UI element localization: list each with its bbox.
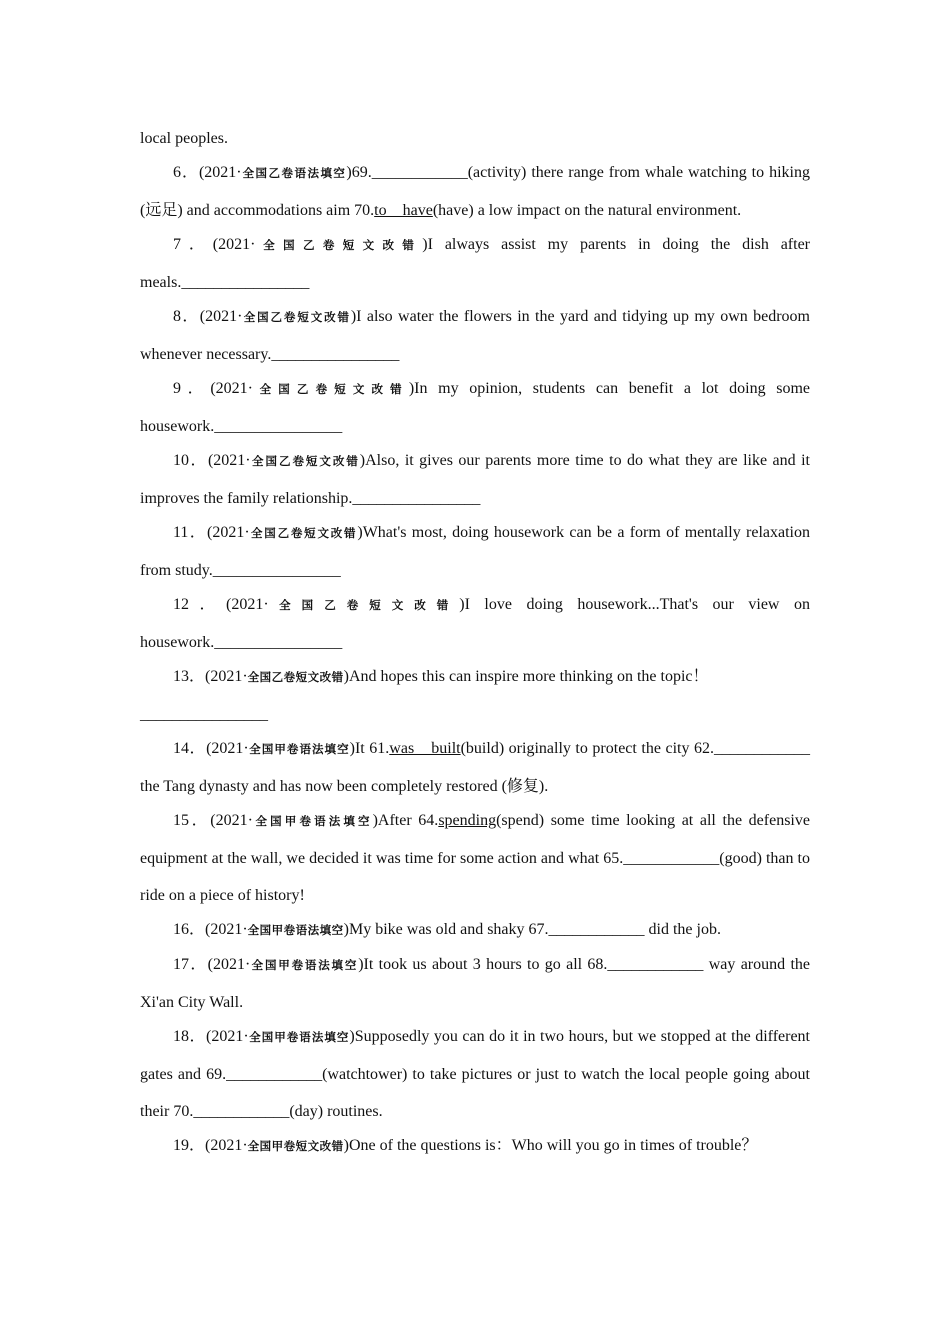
question-number: 9． — [173, 380, 211, 397]
question-10 — [140, 442, 810, 517]
source-open: (2021· — [226, 596, 269, 613]
question-text: My bike was old and shaky 67. — [349, 921, 549, 938]
answer-blank: ____________ — [193, 1103, 290, 1120]
question-13 — [140, 658, 810, 733]
source-open: (2021· — [198, 164, 242, 181]
question-text: I always assist my parents in doing the dish after meals. — [140, 236, 810, 291]
source-close: ) — [459, 596, 465, 613]
source-close: ) — [343, 1137, 349, 1154]
source-label: 全国甲卷语法填空 — [248, 1030, 350, 1044]
question-text: Supposedly you can do it in two hours, but we stopped at the different gates and 69. — [140, 1028, 810, 1083]
paragraph-continuation — [140, 120, 810, 157]
question-9 — [140, 370, 810, 445]
question-text: What's most, doing housework can be a form of mentally relaxation from study. — [140, 524, 810, 579]
question-text: Also, it gives our parents more time to do what they are like and it improves the family relationship. — [140, 452, 810, 507]
source-close: ) — [408, 380, 415, 397]
source-label: 全国甲卷语法填空 — [248, 742, 350, 756]
answer-blank: ____________ — [607, 956, 704, 973]
question-number: 12． — [173, 596, 227, 613]
answer-blank: ____________ — [226, 1066, 323, 1083]
question-text: the Tang dynasty and has now been completely restored (修复). — [140, 778, 549, 795]
source-label: 全国乙卷语法填空 — [241, 166, 347, 180]
question-number: 6． — [173, 164, 199, 181]
question-number: 13． — [173, 668, 206, 685]
answer-blank: ________________ — [214, 418, 343, 435]
question-number: 7． — [173, 236, 213, 253]
question-15 — [140, 802, 810, 914]
question-text: did the job. — [644, 921, 721, 938]
question-text: After 64. — [377, 812, 439, 829]
answer-blank: ________________ — [212, 562, 341, 579]
question-18 — [140, 1018, 810, 1130]
source-label: 全国乙卷短文改错 — [242, 310, 351, 324]
source-open: (2021· — [207, 452, 251, 469]
source-open: (2021· — [207, 524, 250, 541]
question-8 — [140, 298, 810, 373]
question-12 — [140, 586, 810, 661]
question-text: (good) than to ride on a piece of history! — [140, 850, 810, 904]
source-close: ) — [349, 1028, 355, 1045]
question-text: way around the Xi'an City Wall. — [140, 956, 811, 1011]
question-text: And hopes this can inspire more thinking on the topic！ — [349, 668, 709, 685]
source-label: 全国乙卷短文改错 — [249, 526, 358, 540]
question-text: (day) routines. — [289, 1103, 383, 1120]
source-label: 全国乙卷短文改错 — [268, 598, 460, 612]
source-open: (2021· — [199, 308, 243, 325]
answer-blank: ____________ — [623, 850, 720, 867]
source-open: (2021· — [210, 812, 253, 829]
source-close: ) — [359, 452, 366, 469]
source-open: (2021· — [210, 380, 253, 397]
question-number: 19． — [173, 1137, 206, 1154]
source-close: ) — [372, 812, 378, 829]
question-text: It took us about 3 hours to go all 68. — [363, 956, 608, 973]
source-open: (2021· — [205, 1137, 248, 1154]
filled-answer: to have — [374, 202, 433, 219]
source-label: 全国甲卷语法填空 — [252, 814, 373, 828]
question-text: I love doing housework...That's our view on housework. — [140, 596, 810, 651]
source-label: 全国乙卷短文改错 — [250, 454, 360, 468]
question-17 — [140, 946, 810, 1021]
question-text: In my opinion, students can benefit a lot doing some housework. — [140, 380, 810, 435]
source-close: ) — [422, 236, 428, 253]
question-text: One of the questions is：Who will you go in times of trouble？ — [349, 1137, 758, 1154]
question-11 — [140, 514, 810, 589]
source-label: 全国甲卷语法填空 — [247, 923, 344, 937]
question-number: 16． — [173, 921, 206, 938]
question-text: (activity) there range from whale watching to hiking (远足) and accommodations aim 70. — [140, 164, 810, 219]
question-text: (have) a low impact on the natural environment. — [432, 202, 742, 219]
question-number: 18． — [173, 1028, 207, 1045]
source-open: (2021· — [206, 740, 249, 757]
source-label: 全国甲卷语法填空 — [250, 958, 359, 972]
answer-blank: ____________ — [714, 740, 811, 757]
source-open: (2021· — [205, 921, 248, 938]
answer-blank: ____________ — [371, 164, 468, 181]
question-16 — [140, 911, 810, 949]
answer-blank: ________________ — [271, 346, 400, 363]
source-label: 全国乙卷短文改错 — [247, 670, 344, 684]
question-7 — [140, 226, 810, 301]
question-text: (build) originally to protect the city 62. — [460, 740, 715, 757]
source-close: ) — [346, 164, 352, 181]
answer-blank: ____________ — [548, 921, 645, 938]
question-number: 11． — [173, 524, 208, 541]
question-number: 17． — [173, 956, 208, 973]
question-number: 14． — [173, 740, 207, 757]
question-text: I also water the flowers in the yard and tidying up my own bedroom whenever necessary. — [140, 308, 810, 363]
question-text: 69. — [351, 164, 372, 181]
source-open: (2021· — [212, 236, 256, 253]
question-14 — [140, 730, 810, 805]
question-text: It 61. — [354, 740, 390, 757]
answer-blank: ________________ — [352, 490, 481, 507]
question-text: (watchtower) to take pictures or just to watch the local people going about their 70. — [140, 1066, 811, 1120]
source-open: (2021· — [206, 1028, 249, 1045]
source-close: ) — [343, 921, 349, 938]
source-close: ) — [357, 524, 363, 541]
question-number: 8． — [173, 308, 200, 325]
source-open: (2021· — [205, 668, 248, 685]
filled-answer: was built — [389, 740, 461, 757]
source-close: ) — [358, 956, 364, 973]
source-label: 全国乙卷短文改错 — [255, 238, 423, 252]
question-number: 10． — [173, 452, 208, 469]
paragraph-text: local peoples. — [140, 130, 228, 147]
question-text: (spend) some time looking at all the defensive equipment at the wall, we decided it was time for some action and what 65. — [140, 812, 810, 867]
answer-blank: ________________ — [214, 634, 343, 651]
answer-blank: ________________ — [140, 706, 268, 723]
source-close: ) — [349, 740, 355, 757]
question-number: 15． — [173, 812, 211, 829]
document-body — [140, 120, 810, 1162]
question-19 — [140, 1127, 810, 1165]
source-label: 全国甲卷短文改错 — [247, 1139, 344, 1153]
answer-blank: ________________ — [181, 274, 310, 291]
source-close: ) — [350, 308, 357, 325]
source-open: (2021· — [207, 956, 251, 973]
question-6 — [140, 154, 810, 229]
source-close: ) — [343, 668, 349, 685]
filled-answer: spending — [438, 812, 497, 829]
source-label: 全国乙卷短文改错 — [252, 382, 409, 396]
